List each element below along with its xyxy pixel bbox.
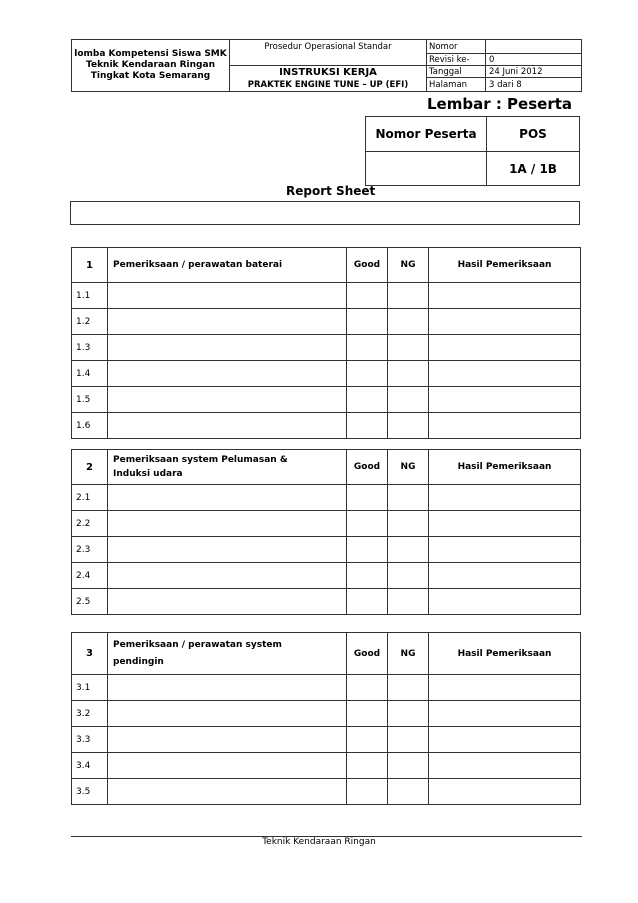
section-title-line: pendingin	[113, 656, 164, 667]
hasil-cell[interactable]	[429, 361, 581, 387]
section-title	[108, 633, 347, 675]
pos-label: POS	[487, 117, 580, 152]
hasil-cell[interactable]	[429, 485, 581, 511]
section-title	[108, 248, 347, 283]
section-title-line: Pemeriksaan / perawatan baterai	[113, 260, 283, 270]
item-cell[interactable]	[108, 413, 347, 439]
good-cell[interactable]	[347, 387, 388, 413]
meta-key: Tanggal	[427, 66, 486, 78]
praktek-title: PRAKTEK ENGINE TUNE – UP (EFI)	[247, 79, 409, 90]
section-number: 1	[72, 248, 108, 283]
row-number: 2.5	[72, 589, 108, 615]
checklist-section-1	[71, 247, 581, 439]
meta-value: 24 Juni 2012	[486, 66, 582, 78]
nomor-peserta-field[interactable]	[366, 152, 487, 186]
hasil-cell[interactable]	[429, 413, 581, 439]
ng-cell[interactable]	[388, 361, 429, 387]
row-number: 2.1	[72, 485, 108, 511]
ng-cell[interactable]	[388, 537, 429, 563]
hasil-cell[interactable]	[429, 727, 581, 753]
table-row	[72, 511, 581, 537]
instruksi-kerja-title: INSTRUKSI KERJA	[279, 66, 377, 78]
ng-cell[interactable]	[388, 675, 429, 701]
item-cell[interactable]	[108, 675, 347, 701]
item-cell[interactable]	[108, 753, 347, 779]
table-row	[72, 537, 581, 563]
table-row	[72, 413, 581, 439]
good-header: Good	[347, 450, 388, 485]
meta-key: Nomor	[427, 40, 486, 54]
good-cell[interactable]	[347, 413, 388, 439]
item-cell[interactable]	[108, 563, 347, 589]
table-row	[72, 563, 581, 589]
good-cell[interactable]	[347, 485, 388, 511]
good-cell[interactable]	[347, 309, 388, 335]
ng-cell[interactable]	[388, 511, 429, 537]
ng-cell[interactable]	[388, 485, 429, 511]
good-cell[interactable]	[347, 361, 388, 387]
org-line: Teknik Kendaraan Ringan	[86, 60, 215, 70]
hasil-cell[interactable]	[429, 675, 581, 701]
hasil-cell[interactable]	[429, 589, 581, 615]
pos-value: 1A / 1B	[487, 152, 580, 186]
good-cell[interactable]	[347, 727, 388, 753]
table-row	[72, 675, 581, 701]
ng-cell[interactable]	[388, 413, 429, 439]
item-cell[interactable]	[108, 485, 347, 511]
good-cell[interactable]	[347, 701, 388, 727]
meta-value: 0	[486, 54, 582, 66]
item-cell[interactable]	[108, 335, 347, 361]
ng-header: NG	[388, 450, 429, 485]
meta-key: Revisi ke-	[427, 54, 486, 66]
table-row	[72, 779, 581, 805]
item-cell[interactable]	[108, 309, 347, 335]
section-number: 3	[72, 633, 108, 675]
hasil-cell[interactable]	[429, 779, 581, 805]
item-cell[interactable]	[108, 537, 347, 563]
item-cell[interactable]	[108, 361, 347, 387]
good-header: Good	[347, 633, 388, 675]
item-cell[interactable]	[108, 701, 347, 727]
ng-header: NG	[388, 248, 429, 283]
hasil-cell[interactable]	[429, 309, 581, 335]
hasil-cell[interactable]	[429, 753, 581, 779]
hasil-header: Hasil Pemeriksaan	[429, 633, 581, 675]
peserta-box	[365, 116, 580, 186]
footer-text: Teknik Kendaraan Ringan	[262, 837, 376, 847]
document-header	[71, 39, 582, 92]
ng-cell[interactable]	[388, 563, 429, 589]
row-number: 1.1	[72, 283, 108, 309]
hasil-cell[interactable]	[429, 563, 581, 589]
item-cell[interactable]	[108, 387, 347, 413]
ng-cell[interactable]	[388, 283, 429, 309]
item-cell[interactable]	[108, 779, 347, 805]
ng-header: NG	[388, 633, 429, 675]
section-title-line: Pemeriksaan / perawatan system	[113, 639, 282, 650]
section-number: 2	[72, 450, 108, 485]
org-line: lomba Kompetensi Siswa SMK	[74, 49, 227, 59]
hasil-cell[interactable]	[429, 701, 581, 727]
table-row	[72, 335, 581, 361]
table-row	[72, 309, 581, 335]
good-cell[interactable]	[347, 753, 388, 779]
table-row	[72, 589, 581, 615]
hasil-cell[interactable]	[429, 335, 581, 361]
good-cell[interactable]	[347, 511, 388, 537]
good-cell[interactable]	[347, 335, 388, 361]
row-number: 1.4	[72, 361, 108, 387]
item-cell[interactable]	[108, 511, 347, 537]
table-row	[72, 727, 581, 753]
hasil-cell[interactable]	[429, 511, 581, 537]
table-row	[72, 753, 581, 779]
section-title-line: Pemeriksaan system Pelumasan &	[113, 455, 288, 465]
row-number: 2.2	[72, 511, 108, 537]
item-cell[interactable]	[108, 727, 347, 753]
checklist-section-2	[71, 449, 581, 615]
good-header: Good	[347, 248, 388, 283]
hasil-cell[interactable]	[429, 387, 581, 413]
item-cell[interactable]	[108, 589, 347, 615]
meta-value: 3 dari 8	[486, 78, 582, 92]
ng-cell[interactable]	[388, 753, 429, 779]
good-cell[interactable]	[347, 537, 388, 563]
checklist-section-3	[71, 632, 581, 805]
ng-cell[interactable]	[388, 727, 429, 753]
row-number: 1.6	[72, 413, 108, 439]
good-cell[interactable]	[347, 589, 388, 615]
item-cell[interactable]	[108, 283, 347, 309]
hasil-header: Hasil Pemeriksaan	[429, 248, 581, 283]
row-number: 2.3	[72, 537, 108, 563]
ng-cell[interactable]	[388, 779, 429, 805]
report-sheet-field[interactable]	[70, 201, 580, 225]
report-sheet-title: Report Sheet	[286, 184, 376, 198]
row-number: 1.2	[72, 309, 108, 335]
lembar-title: Lembar : Peserta	[427, 95, 573, 113]
sop-cell: Prosedur Operasional Standar	[230, 40, 427, 66]
hasil-cell[interactable]	[429, 283, 581, 309]
hasil-header: Hasil Pemeriksaan	[429, 450, 581, 485]
row-number: 3.3	[72, 727, 108, 753]
table-row	[72, 387, 581, 413]
organization-cell	[72, 40, 230, 92]
row-number: 1.5	[72, 387, 108, 413]
ng-cell[interactable]	[388, 387, 429, 413]
meta-key: Halaman	[427, 78, 486, 92]
section-title-line: Induksi udara	[113, 469, 183, 479]
row-number: 1.3	[72, 335, 108, 361]
hasil-cell[interactable]	[429, 537, 581, 563]
table-row	[72, 283, 581, 309]
row-number: 3.5	[72, 779, 108, 805]
meta-value	[486, 40, 582, 54]
good-cell[interactable]	[347, 675, 388, 701]
good-cell[interactable]	[347, 283, 388, 309]
ng-cell[interactable]	[388, 335, 429, 361]
instruksi-cell	[230, 66, 427, 92]
nomor-peserta-label: Nomor Peserta	[366, 117, 487, 152]
row-number: 3.2	[72, 701, 108, 727]
row-number: 2.4	[72, 563, 108, 589]
ng-cell[interactable]	[388, 701, 429, 727]
table-row	[72, 485, 581, 511]
ng-cell[interactable]	[388, 309, 429, 335]
section-title	[108, 450, 347, 485]
row-number: 3.1	[72, 675, 108, 701]
row-number: 3.4	[72, 753, 108, 779]
table-row	[72, 361, 581, 387]
table-row	[72, 701, 581, 727]
good-cell[interactable]	[347, 779, 388, 805]
ng-cell[interactable]	[388, 589, 429, 615]
good-cell[interactable]	[347, 563, 388, 589]
org-line: Tingkat Kota Semarang	[90, 71, 211, 81]
